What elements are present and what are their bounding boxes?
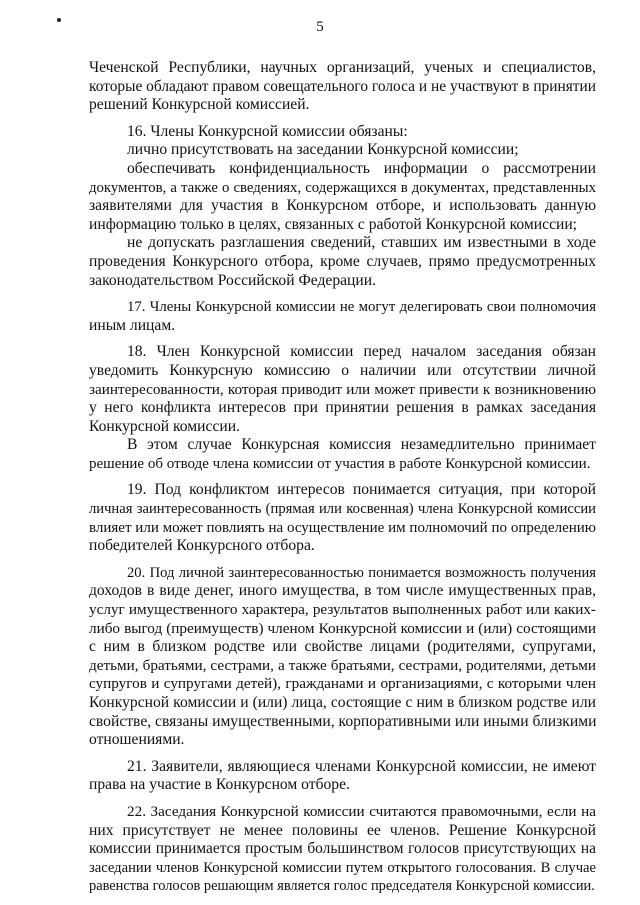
text-line: лично присутствовать на заседании Конкурсной комиссии; [127,141,519,159]
text-line: победителей Конкурсного отбора. [89,537,315,555]
paragraph-20: 20. Под личной заинтересованностью понимается возможность получения [127,564,596,581]
text-line: услуг имущественного характера, результатов выполненных работ или каких- [89,601,596,619]
text-line: информацию только в целях, связанных с работой Конкурсной комиссии; [89,215,578,233]
text-line: Чеченской Республики, научных организаций, ученых и специалистов, [89,59,596,76]
paragraph-22: 22. Заседания Конкурсной комиссии считаются правомочными, если на [127,802,596,820]
text-line: равенства голосов решающим является голос председателя Конкурсной комиссии. [89,878,595,895]
text-line: обеспечивать конфиденциальность информации о рассмотрении [127,159,596,177]
paragraph-21: 21. Заявители, являющиеся членами Конкурсной комиссии, не имеют [127,757,596,775]
text-line: решений Конкурсной комиссией. [89,96,310,114]
text-line: Конкурсной комиссии. [89,417,240,435]
text-line: комиссии принимается простым большинством голосов присутствующих на [89,840,596,858]
text-line: уведомить Конкурсную комиссию о наличии или отсутствии личной [89,361,596,379]
text-line: отношениями. [89,731,185,749]
text-line: В этом случае Конкурсная комиссия незамедлительно принимает [127,436,596,454]
document-body [89,59,596,896]
text-line: Конкурсной комиссии и (или) лица, состоящие с ним в близком родстве или [89,694,596,711]
paragraph-16-title: 16. Члены Конкурсной комиссии обязаны: [127,122,408,140]
text-line: свойстве, связаны имущественными, корпоративными или иными близкими [89,712,597,730]
text-line: доходов в виде денег, иного имущества, в том числе имущественных прав, [89,582,596,600]
text-line: личная заинтересованность (прямая или косвенная) члена Конкурсной комиссии [89,501,596,518]
text-line: документов, а также о сведениях, содержащихся в документах, представленных [89,179,596,196]
text-line: заинтересованности, которая приводит или может привести к возникновению [89,380,596,398]
text-line: заявителями для участия в Конкурсном отборе, и использовать данную [89,197,596,215]
text-line: законодательством Российской Федерации. [89,271,376,289]
text-line: влияет или может повлиять на осуществление им полномочий по определению [89,519,596,536]
text-line: проведения Конкурсного отбора, кроме случаев, прямо предусмотренных [89,252,596,270]
text-line: с ним в близком родстве или свойстве лицами (родителями, супругами, [89,638,596,656]
text-line: либо выгод (преимуществ) членом Конкурсной комиссии и (или) состоящими [89,619,596,637]
text-line: права на участие в Конкурсном отборе. [89,776,350,794]
text-line: них присутствует не менее половины ее членов. Решение Конкурсной [89,821,596,839]
paragraph-19: 19. Под конфликтом интересов понимается ситуация, при которой [127,481,596,499]
text-line: иным лицам. [89,316,176,334]
text-line: не допускать разглашения сведений, ставших им известными в ходе [127,234,596,252]
text-line: решение об отводе члена комиссии от участия в работе Конкурсной комиссии. [89,455,591,472]
paragraph-18: 18. Член Конкурсной комиссии перед началом заседания обязан [127,343,596,361]
text-line: детьми, братьями, сестрами, а также братьями, сестрами, родителями, детьми [89,656,596,674]
text-line: у него конфликта интересов при принятии решения в рамках заседания [89,399,596,417]
text-line: заседании членов Конкурсной комиссии путем открытого голосования. В случае [89,859,596,876]
page-number: 5 [316,19,324,35]
text-line: супругов и супругами детей), гражданами и организациями, с которыми член [89,675,596,693]
paragraph-17: 17. Члены Конкурсной комиссии не могут делегировать свои полномочия [127,299,596,316]
text-line: которые обладают правом совещательного голоса и не участвуют в принятии [89,77,596,95]
